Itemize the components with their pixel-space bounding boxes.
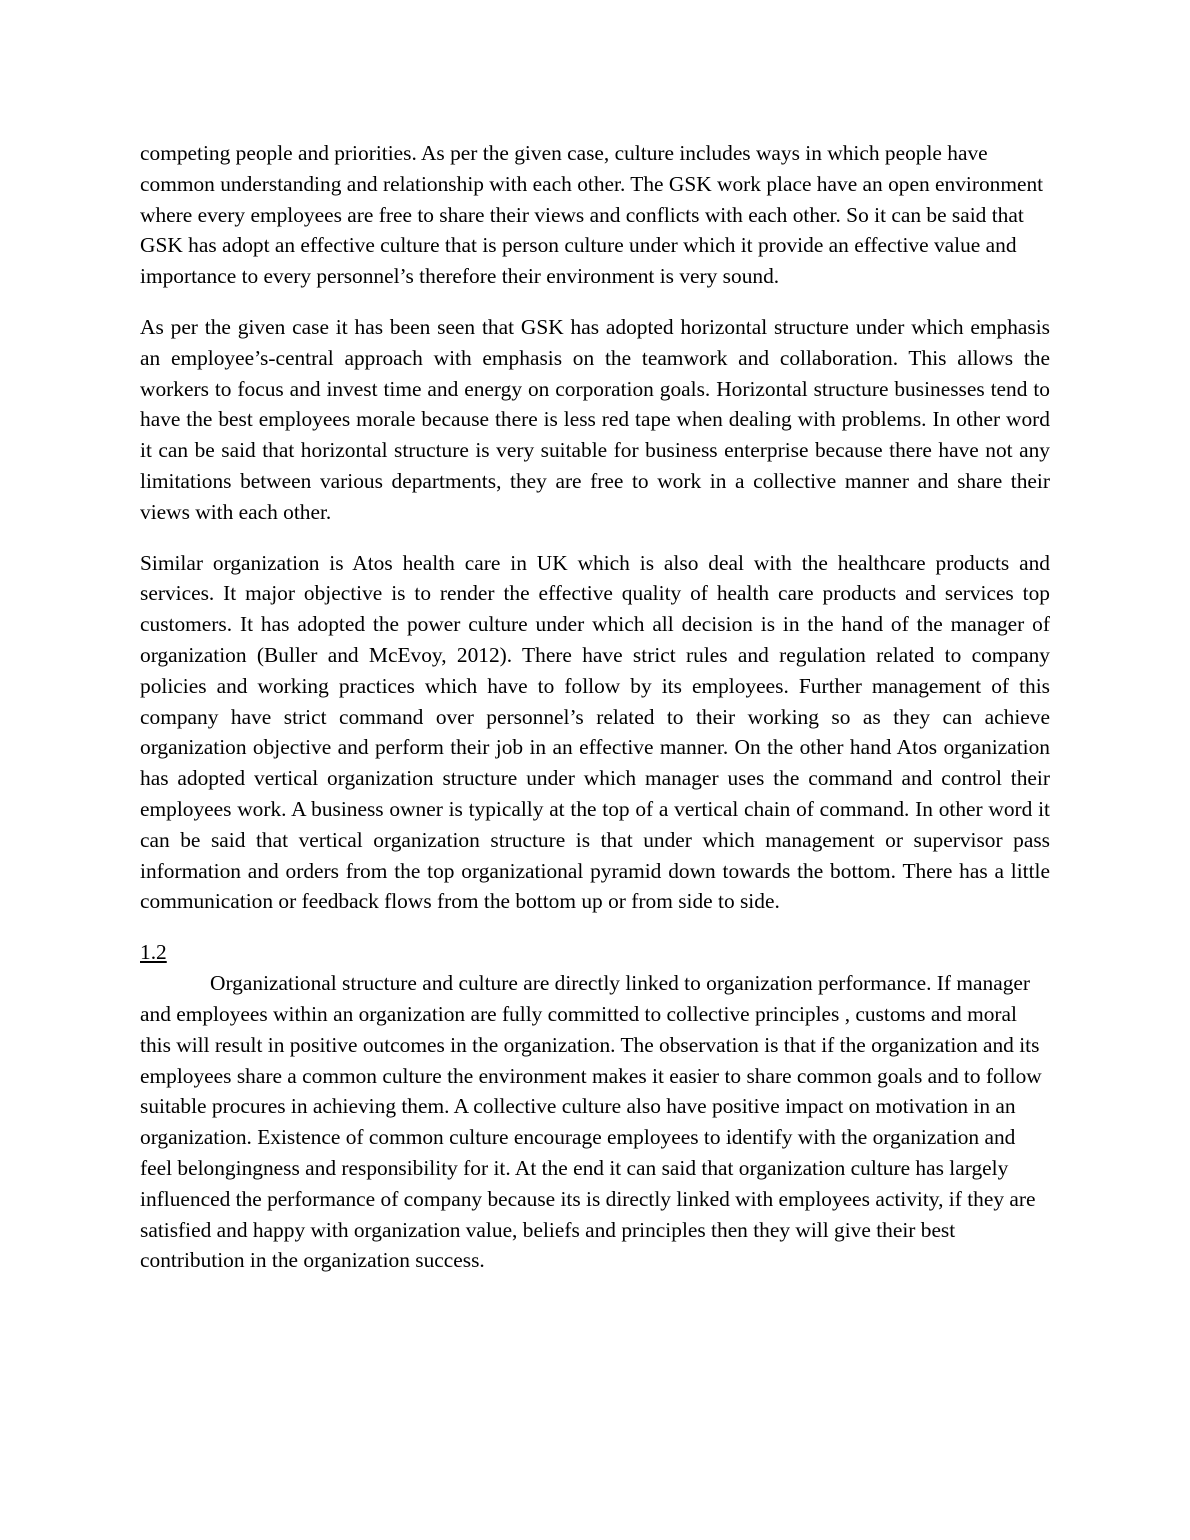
paragraph-atos-healthcare: Similar organization is Atos health care in UK which is also deal with the healthcare products and services. It major objective is to render the effective quality of health care products and services top customers. It has adopted the power culture under which all decision is in the hand of the manager of organization (Buller and McEvoy, 2012). There have strict rules and regulation related to company policies and working practices which have to follow by its employees. Further management of this company have strict command over personnel’s related to their working so as they can achieve organization objective and perform their job in an effective manner. On the other hand Atos organization has adopted vertical organization structure under which manager uses the command and control their employees work. A business owner is typically at the top of a vertical chain of command. In other word it can be said that vertical organization structure is that under which management or supervisor pass information and orders from the top organizational pyramid down towards the bottom. There has a little communication or feedback flows from the bottom up or from side to side. — [140, 550, 1050, 914]
document-body — [140, 138, 1050, 1276]
paragraph-culture-gsk: competing people and priorities. As per the given case, culture includes ways in which people have common understanding and relationship with each other. The GSK work place have an open environment where every employees are free to share their views and conflicts with each other. So it can be said that GSK has adopt an effective culture that is person culture under which it provide an effective value and importance to every personnel’s therefore their environment is very sound. — [140, 141, 1044, 289]
section-heading: 1.2 — [140, 940, 167, 965]
paragraph-horizontal-structure: As per the given case it has been seen that GSK has adopted horizontal structure under which emphasis an employee’s-central approach with emphasis on the teamwork and collaboration. This allows the workers to focus and invest time and energy on corporation goals. Horizontal structure businesses tend to have the best employees morale because there is less red tape when dealing with problems. In other word it can be said that horizontal structure is very suitable for business enterprise because there have not any limitations between various departments, they are free to work in a collective manner and share their views with each other. — [140, 314, 1050, 524]
paragraph-structure-performance: Organizational structure and culture are directly linked to organization performance. If manager and employees within an organization are fully committed to collective principles , customs and moral this will result in positive outcomes in the organization. The observation is that if the organization and its employees share a common culture the environment makes it easier to share common goals and to follow suitable procures in achieving them. A collective culture also have positive impact on motivation in an organization. Existence of common culture encourage employees to identify with the organization and feel belongingness and responsibility for it. At the end it can said that organization culture has largely influenced the performance of company because its is directly linked with employees activity, if they are satisfied and happy with organization value, beliefs and principles then they will give their best contribution in the organization success. — [140, 971, 1042, 1273]
